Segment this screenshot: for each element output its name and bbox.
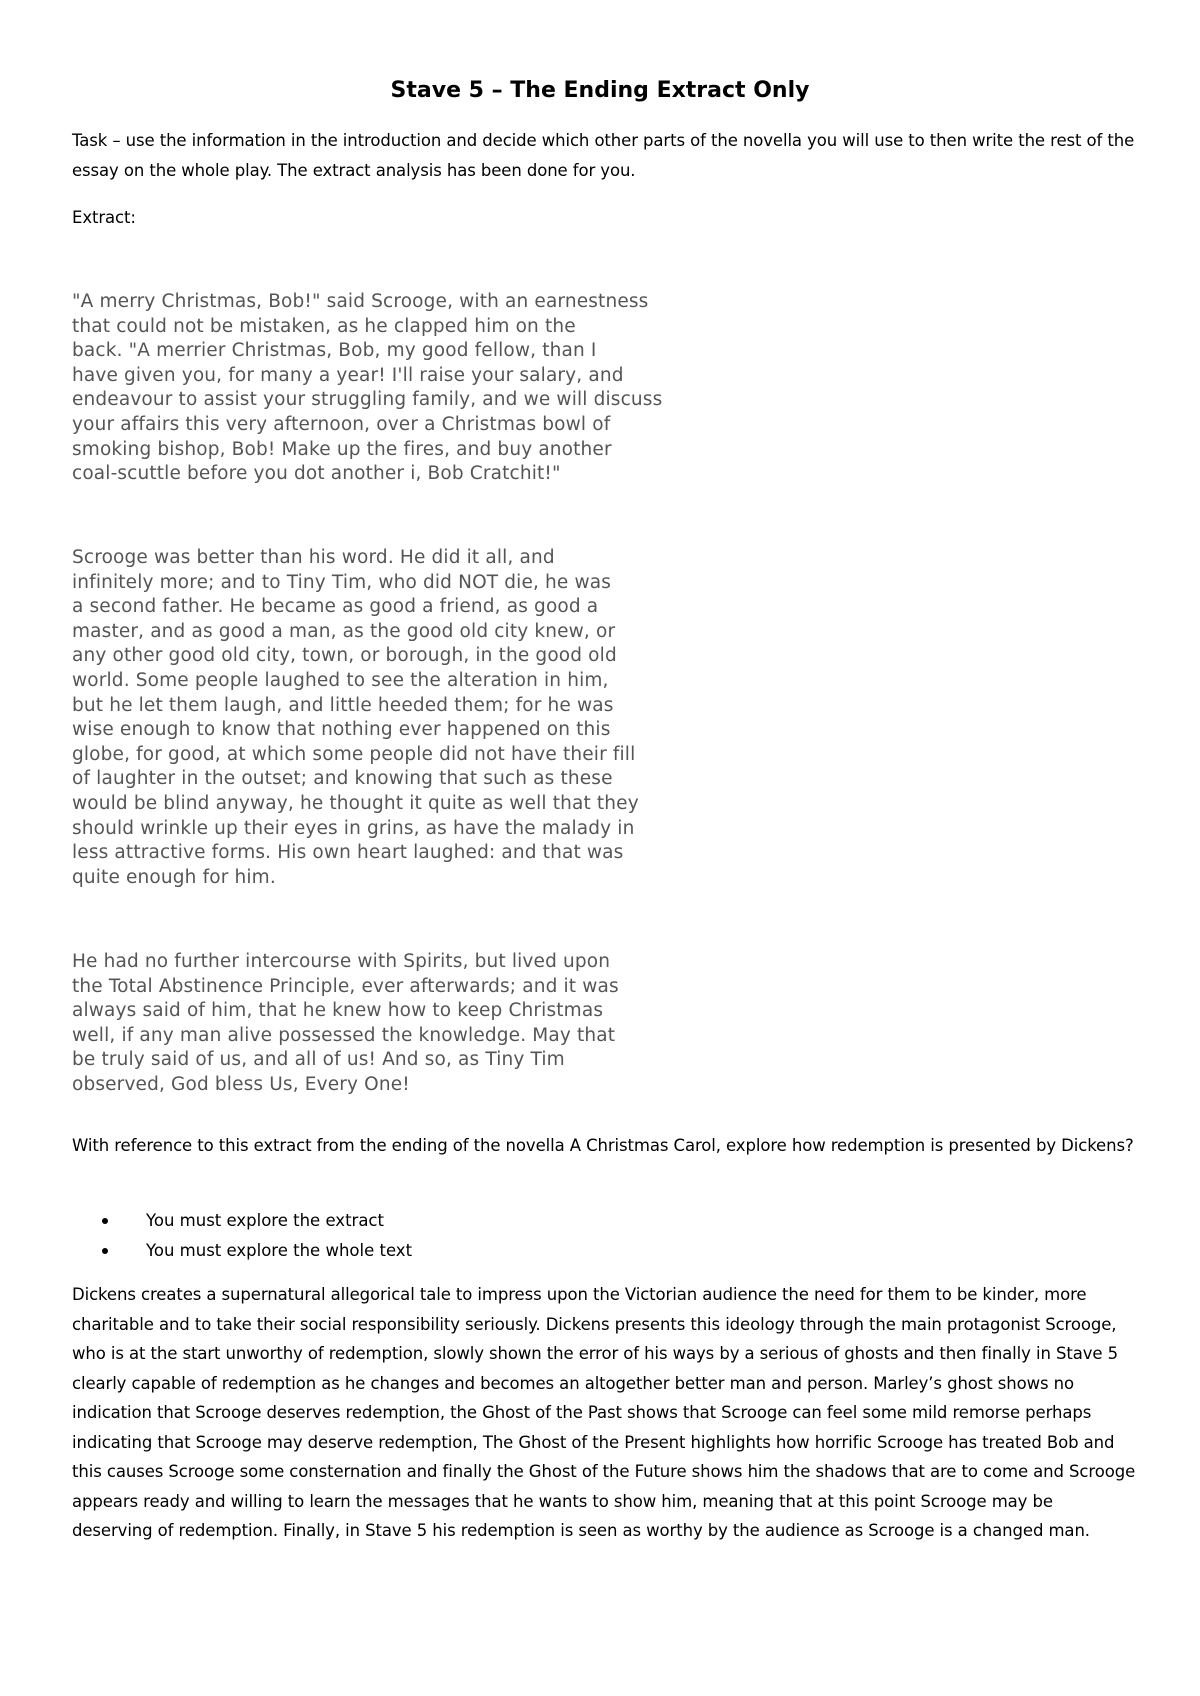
essay-question: With reference to this extract from the ending of the novella A Christmas Carol, explore how redemption is presented by Dickens? [72, 1136, 1134, 1155]
extract-line: have given you, for many a year! I'll raise your salary, and [72, 364, 624, 386]
extract-paragraph-1 [72, 290, 712, 487]
list-item [72, 1206, 772, 1236]
extract-line: infinitely more; and to Tiny Tim, who did NOT die, he was [72, 571, 612, 593]
extract-paragraph-2 [72, 546, 712, 890]
extract-line: of laughter in the outset; and knowing that such as these [72, 768, 613, 790]
extract-line: always said of him, that he knew how to keep Christmas [72, 1000, 604, 1022]
extract-line: globe, for good, at which some people did not have their fill [72, 743, 636, 765]
list-item [72, 1236, 772, 1266]
extract-line: the Total Abstinence Principle, ever afterwards; and it was [72, 975, 619, 997]
task-instructions: Task – use the information in the introduction and decide which other parts of the novella you will use to then write the rest of the essay on the whole play. The extract analysis has been done for you. [72, 131, 1135, 180]
document-title: Stave 5 – The Ending Extract Only [390, 78, 810, 103]
essay-paragraph: Dickens creates a supernatural allegorical tale to impress upon the Victorian audience the need for them to be kinder, more charitable and to take their social responsibility seriously. Dickens presents this ideology through the main protagonist Scrooge, who is at the start unworthy of redemption, slowly shown the error of his ways by a serious of ghosts and then finally in Stave 5 clearly capable of redemption as he changes and becomes an altogether better man and person. Marley’s ghost shows no indication that Scrooge deserves redemption, the Ghost of the Past shows that Scrooge can feel some mild remorse perhaps indicating that Scrooge may deserve redemption, The Ghost of the Present highlights how horrific Scrooge has treated Bob and this causes Scrooge some consternation and finally the Ghost of the Future shows him the shadows that are to come and Scrooge appears ready and willing to learn the messages that he wants to show him, meaning that at this point Scrooge may be deserving of redemption. Finally, in Stave 5 his redemption is seen as worthy by the audience as Scrooge is a changed man. [72, 1285, 1136, 1540]
requirements-list [72, 1206, 772, 1265]
extract-label: Extract: [72, 208, 136, 227]
extract-line: Scrooge was better than his word. He did it all, and [72, 547, 555, 568]
bullet-icon [102, 1218, 108, 1224]
extract-line: smoking bishop, Bob! Make up the fires, and buy another [72, 438, 612, 460]
extract-line: should wrinkle up their eyes in grins, as have the malady in [72, 817, 635, 839]
extract-line: world. Some people laughed to see the alteration in him, [72, 669, 609, 691]
extract-line: but he let them laugh, and little heeded them; for he was [72, 694, 614, 716]
extract-line: would be blind anyway, he thought it quite as well that they [72, 792, 639, 814]
extract-line: less attractive forms. His own heart laughed: and that was [72, 842, 624, 864]
extract-line: well, if any man alive possessed the knowledge. May that [72, 1024, 616, 1046]
extract-line: a second father. He became as good a friend, as good a [72, 596, 599, 618]
extract-line: observed, God bless Us, Every One! [72, 1073, 410, 1095]
extract-line: any other good old city, town, or borough, in the good old [72, 645, 617, 667]
extract-line: "A merry Christmas, Bob!" said Scrooge, with an earnestness [72, 291, 649, 312]
extract-line: wise enough to know that nothing ever happened on this [72, 719, 611, 741]
extract-line: quite enough for him. [72, 866, 276, 888]
extract-line: back. "A merrier Christmas, Bob, my good fellow, than I [72, 340, 597, 362]
bullet-icon [102, 1248, 108, 1254]
extract-line: your affairs this very afternoon, over a Christmas bowl of [72, 413, 611, 435]
list-item-text: You must explore the whole text [146, 1240, 413, 1260]
extract-line: endeavour to assist your struggling family, and we will discuss [72, 389, 663, 411]
extract-line: coal-scuttle before you dot another i, Bob Cratchit!" [72, 463, 561, 485]
extract-line: be truly said of us, and all of us! And so, as Tiny Tim [72, 1049, 565, 1071]
extract-line: master, and as good a man, as the good old city knew, or [72, 620, 616, 642]
extract-line: that could not be mistaken, as he clapped him on the [72, 315, 576, 337]
extract-line: He had no further intercourse with Spirits, but lived upon [72, 951, 611, 972]
extract-paragraph-3 [72, 950, 712, 1098]
list-item-text: You must explore the extract [146, 1211, 384, 1230]
